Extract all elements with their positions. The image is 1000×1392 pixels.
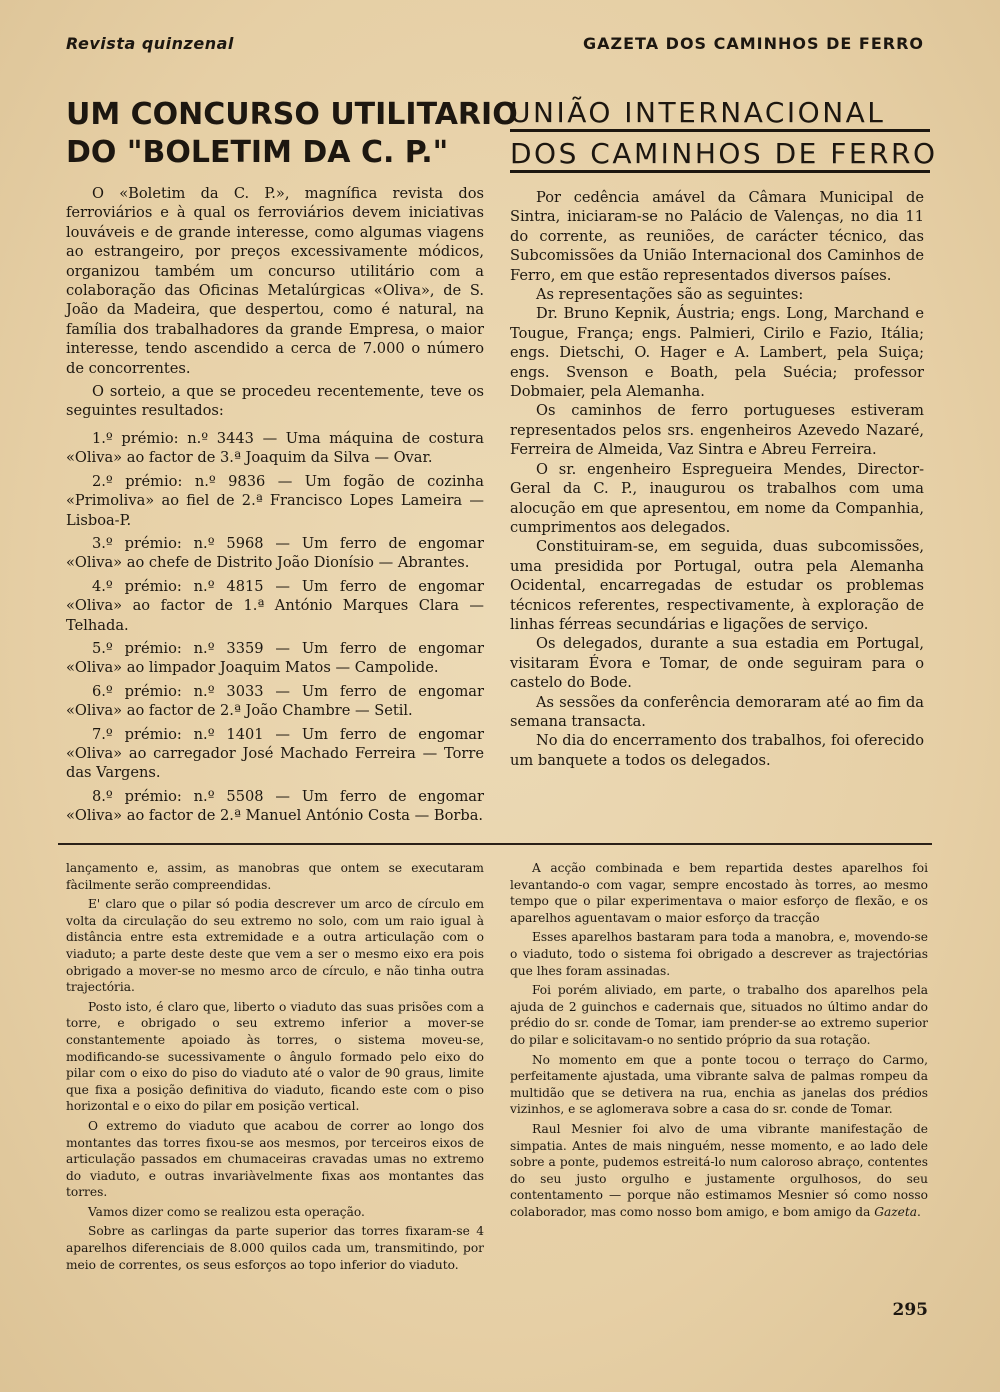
article-title-uniao xyxy=(510,96,938,178)
paragraph: Esses aparelhos bastaram para toda a manobra, e, movendo-se o viaduto, todo o sistema foi obrigado a descrever as trajectórias que lhes foram assinadas. xyxy=(510,930,928,978)
prize-entry: 8.º prémio: n.º 5508 — Um ferro de engomar «Oliva» ao factor de 2.ª Manuel António Costa — Borba. xyxy=(66,787,484,825)
paragraph: Os delegados, durante a sua estadia em Portugal, visitaram Évora e Tomar, de onde seguiram para o castelo do Bode. xyxy=(510,635,924,692)
paragraph: lançamento e, assim, as manobras que ontem se executaram fàcilmente serão compreendidas. xyxy=(66,861,484,892)
paragraph: O extremo do viaduto que acabou de correr ao longo dos montantes das torres fixou-se aos mesmos, por terceiros eixos de articulação passados em chumaceiras cravadas umas no extremo do viaduto, e outras invariàvelmente fixas aos montantes das torres. xyxy=(66,1118,484,1200)
prize-entry: 1.º prémio: n.º 3443 — Uma máquina de costura «Oliva» ao factor de 3.ª Joaquim da Silva — Ovar. xyxy=(66,429,484,467)
closing-period: . xyxy=(917,1204,921,1219)
article-body-uniao xyxy=(510,188,924,770)
paragraph: As representações são as seguintes: xyxy=(536,286,804,304)
page-number: 295 xyxy=(892,1300,928,1320)
title-line: DOS CAMINHOS DE FERRO xyxy=(510,137,930,173)
prize-entry: 4.º prémio: n.º 4815 — Um ferro de engomar «Oliva» ao factor de 1.ª António Marques Clara — Telhada. xyxy=(66,577,484,634)
title-line: DO "BOLETIM DA C. P." xyxy=(66,135,449,170)
section-divider xyxy=(58,843,932,845)
running-header-right: GAZETA DOS CAMINHOS DE FERRO xyxy=(582,34,924,53)
paragraph: A acção combinada e bem repartida destes aparelhos foi levantando-o com vagar, sempre encostado às torres, ao mesmo tempo que o pilar experimentava o maior esforço de flexão, e os aparelhos aguentavam o maior esforço da tracção xyxy=(510,861,928,925)
paragraph-text: Raul Mesnier foi alvo de uma vibrante manifestação de simpatia. Antes de mais ninguém, nesse momento, e ao lado dele sobre a ponte, pudemos estreitá-lo num caloroso abraço, contentes do seu justo orgulho e justamente orgulhosos, do seu contentamento — porque não estimamos Mesnier só como nosso colaborador, mas como nosso bom amigo, e bom amigo da xyxy=(510,1121,928,1219)
prize-entry: 6.º prémio: n.º 3033 — Um ferro de engomar «Oliva» ao factor de 2.ª João Chambre — Setil. xyxy=(66,682,484,720)
paragraph: Foi porém aliviado, em parte, o trabalho dos aparelhos pela ajuda de 2 guinchos e cadernais que, situados no último andar do prédio do sr. conde de Tomar, iam prender-se ao extremo superior do pilar e solicitavam-o no sentido próprio da sua rotação. xyxy=(510,983,928,1047)
article-title-concurso xyxy=(66,96,518,172)
paragraph: Os caminhos de ferro portugueses estiveram representados pelos srs. engenheiros Azevedo Nazaré, Ferreira de Almeida, Vaz Sintra e Abreu Ferreira. xyxy=(510,402,924,459)
viaduct-article-right-column xyxy=(510,860,928,1223)
paragraph: As sessões da conferência demoraram até ao fim da semana transacta. xyxy=(510,693,924,730)
paragraph: E' claro que o pilar só podia descrever um arco de círculo em volta da circulação do seu extremo no solo, com um raio igual à distância entre esta extremidade e a outra articulação com o viaduto; a parte deste deste que vem a ser o mesmo eixo era pois obrigado a mover-se no mesmo arco de círculo, e não tinha outra trajectória. xyxy=(66,897,484,995)
prize-entry: 3.º prémio: n.º 5968 — Um ferro de engomar «Oliva» ao chefe de Distrito João Dionísio — Abrantes. xyxy=(66,534,484,572)
paragraph: Por cedência amável da Câmara Municipal de Sintra, iniciaram-se no Palácio de Valenças, no dia 11 do corrente, as reuniões, de carácter técnico, das Subcomissões da União Internacional dos Caminhos de Ferro, em que estão representados diversos países. xyxy=(510,189,924,284)
viaduct-article-left-column xyxy=(66,860,484,1276)
paragraph: O sr. engenheiro Espregueira Mendes, Director-Geral da C. P., inaugurou os trabalhos com uma alocução em que apresentou, em nome da Companhia, cumprimentos aos delegados. xyxy=(510,460,924,536)
paragraph: Vamos dizer como se realizou esta operação. xyxy=(88,1204,365,1219)
paragraph: O «Boletim da C. P.», magnífica revista dos ferroviários e à qual os ferroviários devem iniciativas louváveis e de grande interesse, como algumas viagens ao estrangeiro, por preços excessivamente módicos, organizou também um concurso utilitário com a colaboração das Oficinas Metalúrgicas «Oliva», de S. João da Madeira, que despertou, como é natural, na família dos trabalhadores da grande Empresa, o maior interesse, tendo ascendido a cerca de 7.000 o número de concorrentes. xyxy=(66,185,484,377)
paragraph: No momento em que a ponte tocou o terraço do Carmo, perfeitamente ajustada, uma vibrante salva de palmas rompeu da multidão que se detivera na rua, enchia as janelas dos prédios vizinhos, e se aglomerava sobre a casa do sr. conde de Tomar. xyxy=(510,1052,928,1117)
paragraph-closing xyxy=(510,1121,928,1221)
paragraph: Dr. Bruno Kepnik, Áustria; engs. Long, Marchand e Tougue, França; engs. Palmieri, Cirilo e Fazio, Itália; engs. Dietschi, O. Hager e A. Lambert, pela Suiça; engs. Svenson e Boath, pela Suécia; professor Dobmaier, pela Alemanha. xyxy=(510,305,924,401)
title-line: UM CONCURSO UTILITARIO xyxy=(66,97,518,132)
article-body-concurso xyxy=(66,184,484,830)
paragraph: Sobre as carlingas da parte superior das torres fixaram-se 4 aparelhos diferenciais de 8.000 quilos cada um, transmitindo, por meio de correntes, os seus esforços ao topo inferior do viaduto. xyxy=(66,1224,484,1272)
paragraph: Constituiram-se, em seguida, duas subcomissões, uma presidida por Portugal, outra pela Alemanha Ocidental, encarregadas de estudar os problemas técnicos referentes, respectivamente, à exploração de linhas férreas secundárias e ligações de serviço. xyxy=(510,538,924,633)
paragraph: Posto isto, é claro que, liberto o viaduto das suas prisões com a torre, e obrigado o seu extremo inferior a mover-se constantemente apoiado às torres, o sistema moveu-se, modificando-se sucessivamente o ângulo formado pelo eixo do pilar com o eixo do piso do viaduto até o valor de 90 graus, limite que fixa a posição definitiva do viaduto, ficando este com o piso horizontal e o eixo do pilar em posição vertical. xyxy=(66,999,484,1114)
running-header-left: Revista quinzenal xyxy=(66,34,234,53)
prize-entry: 2.º prémio: n.º 9836 — Um fogão de cozinha «Primoliva» ao fiel de 2.ª Francisco Lopes Lameira — Lisboa-P. xyxy=(66,472,484,529)
paragraph: No dia do encerramento dos trabalhos, foi oferecido um banquete a todos os delegados. xyxy=(510,732,924,769)
title-line: UNIÃO INTERNACIONAL xyxy=(510,96,930,132)
paragraph: O sorteio, a que se procedeu recentemente, teve os seguintes resultados: xyxy=(66,383,484,420)
magazine-name-italic: Gazeta xyxy=(874,1204,918,1219)
prize-entry: 7.º prémio: n.º 1401 — Um ferro de engomar «Oliva» ao carregador José Machado Ferreira — Torre das Vargens. xyxy=(66,725,484,782)
prize-entry: 5.º prémio: n.º 3359 — Um ferro de engomar «Oliva» ao limpador Joaquim Matos — Campolide. xyxy=(66,639,484,677)
